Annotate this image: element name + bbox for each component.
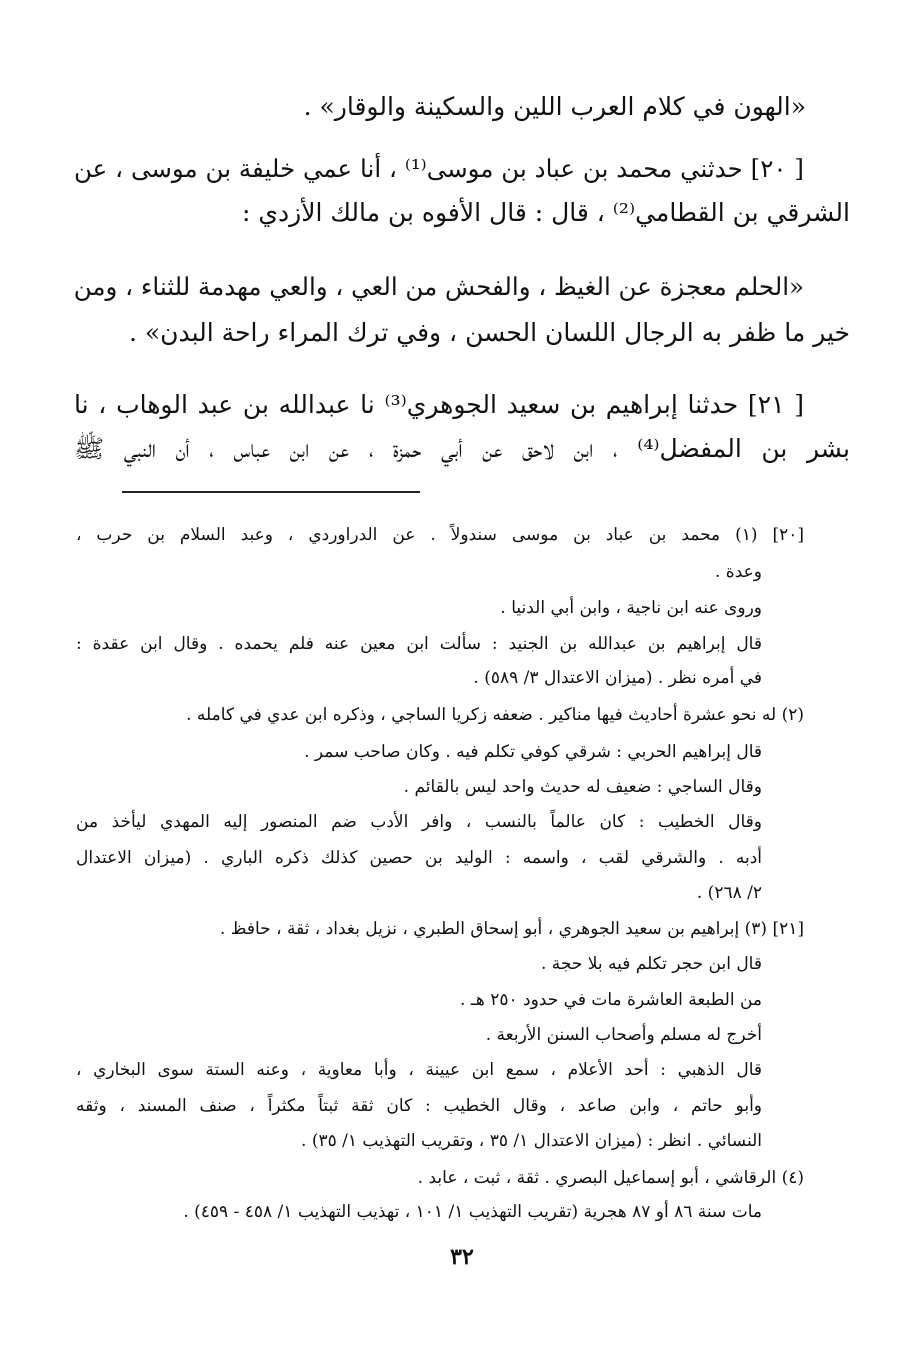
footnote-line: في أمره نظر . (ميزان الاعتدال ٣/ ٥٨٩) . <box>473 668 762 688</box>
main-text-line: [ ٢١] حدثنا إبراهيم بن سعيد الجوهري⁽³⁾ نا عبدالله بن عبد الوهاب ، نا <box>74 390 804 419</box>
main-text-line: «الهون في كلام العرب اللين والسكينة والوقار» . <box>303 92 806 121</box>
footnote-line: (٢) له نحو عشرة أحاديث فيها مناكير . ضعفه زكريا الساجي ، وذكره ابن عدي في كامله . <box>186 705 804 725</box>
footnote-line: وقال الساجي : ضعيف له حديث واحد ليس بالقائم . <box>403 777 762 797</box>
footnote-line: قال إبراهيم بن عبدالله بن الجنيد : سألت ابن معين عنه فلم يحمده . وقال ابن عقدة : <box>76 634 762 654</box>
footnote-line: (٤) الرقاشي ، أبو إسماعيل البصري . ثقة ، ثبت ، عابد . <box>417 1168 804 1188</box>
main-text-line: خير ما ظفر به الرجال اللسان الحسن ، وفي ترك المراء راحة البدن» . <box>128 318 850 347</box>
footnote-line: قال ابن حجر تكلم فيه بلا حجة . <box>540 954 762 974</box>
main-text-line: «الحلم معجزة عن الغيظ ، والفحش من العي ، والعي مهدمة للثناء ، ومن <box>73 272 804 301</box>
footnote-line: [٢٠] (١) محمد بن عباد بن موسى سندولاً . عن الدراوردي ، وعبد السلام بن حرب ، <box>76 525 804 545</box>
main-text-line: [ ٢٠] حدثني محمد بن عباد بن موسى⁽¹⁾ ، أنا عمي خليفة بن موسى ، عن <box>74 154 804 183</box>
footnote-line: أخرج له مسلم وأصحاب السنن الأربعة . <box>485 1025 762 1045</box>
footnote-line: مات سنة ٨٦ أو ٨٧ هجرية (تقريب التهذيب ١/ ١٠١ ، تهذيب التهذيب ١/ ٤٥٨ - ٤٥٩) . <box>183 1202 762 1222</box>
footnote-line: أدبه . والشرقي لقب ، واسمه : الوليد بن حصين كذلك ذكره الباري . (ميزان الاعتدال <box>76 848 762 868</box>
footnote-line: وعدة . <box>715 562 762 582</box>
footnote-line: قال إبراهيم الحربي : شرقي كوفي تكلم فيه . وكان صاحب سمر . <box>304 742 762 762</box>
footnote-line: وقال الخطيب : كان عالماً بالنسب ، وافر الأدب ضم المنصور إليه المهدي ليأخذ من <box>76 812 762 832</box>
footnote-line: من الطبعة العاشرة مات في حدود ٢٥٠ هـ . <box>460 990 762 1010</box>
footnote-line: وأبو حاتم ، وابن صاعد ، وقال الخطيب : كان ثقة ثبتاً مكثراً ، صنف المسند ، وثقه <box>76 1096 762 1116</box>
footnote-line: ٢/ ٢٦٨) . <box>696 883 762 903</box>
page-number: ٣٢ <box>450 1244 474 1270</box>
footnote-line: وروى عنه ابن ناجية ، وابن أبي الدنيا . <box>500 598 762 618</box>
main-text-line: الشرقي بن القطامي⁽²⁾ ، قال : قال الأفوه بن مالك الأزدي : <box>242 198 850 227</box>
main-text-line: بشر بن المفضل⁽⁴⁾ ، ابن لاحق عن أبي حمزة ، عن ابن عباس ، أن النبي ﷺ <box>74 434 851 463</box>
footnote-line: النسائي . انظر : (ميزان الاعتدال ١/ ٣٥ ، وتقريب التهذيب ١/ ٣٥) . <box>301 1131 762 1151</box>
footnote-line: [٢١] (٣) إبراهيم بن سعيد الجوهري ، أبو إسحاق الطبري ، نزيل بغداد ، ثقة ، حافظ . <box>219 919 804 939</box>
footnote-separator <box>122 491 420 493</box>
footnote-line: قال الذهبي : أحد الأعلام ، سمع ابن عيينة ، وأبا معاوية ، وعنه الستة سوى البخاري ، <box>76 1060 762 1080</box>
